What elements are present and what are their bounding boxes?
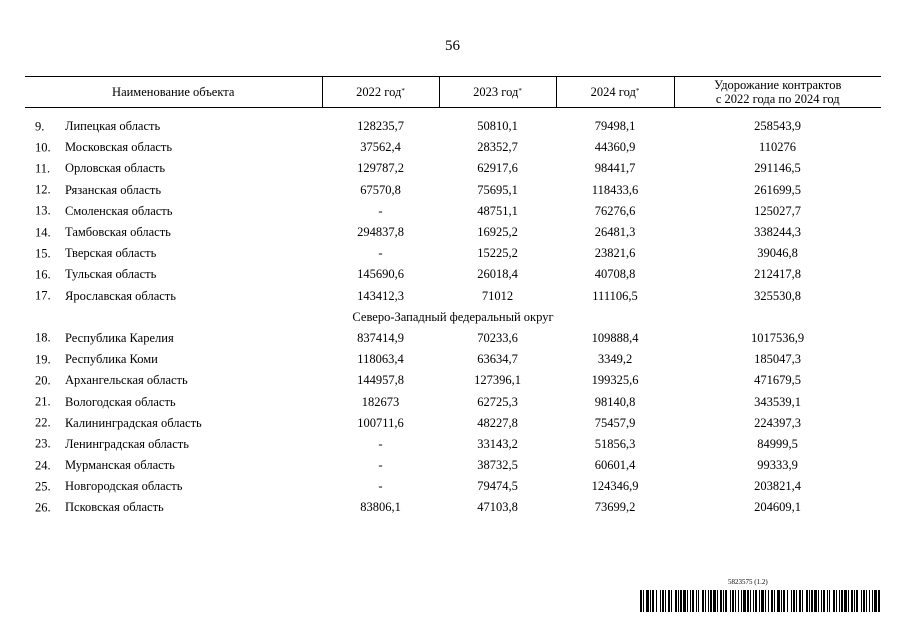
cell-increase: 224397,3	[754, 415, 801, 430]
cell-region	[25, 222, 322, 243]
header-2022: 2022 год*	[322, 77, 439, 108]
cell-increase: 471679,5	[754, 373, 801, 388]
row-number: 23.	[35, 436, 51, 451]
cell-increase: 185047,3	[754, 352, 801, 367]
row-number: 15.	[35, 246, 51, 261]
cell-y2022: 100711,6	[357, 415, 404, 430]
region-name: Республика Карелия	[65, 330, 174, 345]
cell-y2023: 38732,5	[477, 458, 518, 473]
cell-y2024: 111106,5	[592, 288, 638, 303]
cell-y2022: 144957,8	[357, 373, 404, 388]
region-name: Ярославская область	[65, 288, 176, 303]
region-name: Смоленская область	[65, 203, 173, 218]
cell-y2023: 47103,8	[477, 500, 518, 515]
cell-region	[25, 286, 322, 307]
cell-y2023: 75695,1	[477, 182, 518, 197]
cell-increase: 1017536,9	[750, 330, 805, 345]
region-name: Калининградская область	[65, 415, 202, 430]
cell-y2024: 199325,6	[591, 373, 639, 388]
table-row	[25, 243, 881, 264]
row-number: 22.	[35, 415, 51, 430]
cell-region	[25, 264, 322, 285]
cell-y2024: 118433,6	[591, 182, 639, 197]
header-2023: 2023 год*	[439, 77, 556, 108]
cell-region	[25, 243, 322, 264]
cell-y2024: 79498,1	[594, 119, 636, 134]
region-name: Тверская область	[65, 246, 157, 261]
cell-y2023: 62917,6	[477, 161, 518, 176]
cell-region	[25, 497, 322, 518]
cell-y2023: 48751,1	[477, 203, 518, 218]
cell-region	[25, 108, 322, 138]
cell-y2023: 62725,3	[477, 394, 518, 409]
region-name: Архангельская область	[65, 373, 188, 388]
row-number: 9.	[35, 119, 45, 134]
cell-y2024: 98140,8	[594, 394, 636, 409]
region-name: Вологодская область	[65, 394, 176, 409]
barcode-image	[640, 590, 880, 612]
region-name: Орловская область	[65, 161, 166, 176]
cell-increase: 39046,8	[757, 246, 798, 261]
cell-y2022: -	[378, 436, 383, 451]
table-row	[25, 201, 881, 222]
cell-y2023: 48227,8	[477, 415, 518, 430]
table-row	[25, 180, 881, 201]
table-row	[25, 286, 881, 307]
cell-y2024: 3349,2	[597, 352, 633, 367]
table-row	[25, 108, 881, 138]
row-number: 20.	[35, 373, 51, 388]
region-name: Рязанская область	[65, 182, 162, 197]
cell-y2023: 79474,5	[477, 479, 518, 494]
cell-y2024: 60601,4	[594, 458, 636, 473]
page-number: 56	[445, 38, 460, 54]
cell-increase: 325530,8	[754, 288, 801, 303]
cell-increase: 203821,4	[754, 479, 801, 494]
cell-region	[25, 349, 322, 370]
header-increase: Удорожание контрактов с 2022 года по 2024 год	[674, 77, 881, 108]
cell-region	[25, 137, 322, 158]
cell-region	[25, 455, 322, 476]
region-name: Ленинградская область	[65, 436, 189, 451]
cell-increase: 212417,8	[754, 267, 801, 282]
region-name: Псковская область	[65, 500, 164, 515]
group-heading-row	[25, 307, 881, 328]
cell-region	[25, 328, 322, 349]
cell-y2022: 143412,3	[357, 288, 404, 303]
cell-region	[25, 201, 322, 222]
cell-y2023: 70233,6	[477, 330, 518, 345]
data-table	[25, 76, 881, 519]
cell-y2022: -	[378, 246, 383, 261]
footnote-mark: *	[401, 87, 405, 95]
table-row	[25, 391, 881, 412]
table-row	[25, 264, 881, 285]
cell-increase: 84999,5	[757, 436, 798, 451]
cell-y2024: 98441,7	[594, 161, 636, 176]
table-row	[25, 222, 881, 243]
cell-y2023: 28352,7	[477, 140, 518, 155]
cell-increase: 110276	[758, 140, 797, 155]
cell-y2022: 294837,8	[357, 225, 404, 240]
cell-y2024: 26481,3	[594, 225, 636, 240]
cell-y2022: -	[378, 479, 383, 494]
table-row	[25, 370, 881, 391]
cell-y2022: 145690,6	[357, 267, 404, 282]
cell-y2023: 16925,2	[477, 225, 518, 240]
cell-y2023: 127396,1	[474, 373, 521, 388]
row-number: 13.	[35, 203, 51, 218]
region-name: Новгородская область	[65, 479, 183, 494]
row-number: 18.	[35, 330, 51, 345]
row-number: 14.	[35, 225, 51, 240]
cell-y2022: 83806,1	[360, 500, 401, 515]
group-heading: Северо-Западный федеральный округ	[352, 309, 554, 324]
cell-y2022: 182673	[361, 394, 400, 409]
cell-y2024: 124346,9	[591, 479, 639, 494]
table-row	[25, 137, 881, 158]
cell-region	[25, 158, 322, 179]
cell-y2024: 23821,6	[594, 246, 636, 261]
cell-region	[25, 180, 322, 201]
region-name: Липецкая область	[65, 119, 161, 134]
cell-y2022: 837414,9	[357, 330, 404, 345]
region-name: Московская область	[65, 140, 173, 155]
cell-y2022: -	[378, 203, 383, 218]
row-number: 26.	[35, 500, 51, 515]
cell-y2023: 50810,1	[477, 119, 518, 134]
table-row	[25, 158, 881, 179]
region-name: Тамбовская область	[65, 225, 171, 240]
row-number: 21.	[35, 394, 51, 409]
header-name: Наименование объекта	[25, 77, 322, 108]
row-number: 19.	[35, 352, 51, 367]
row-number: 11.	[35, 161, 51, 176]
row-number: 16.	[35, 267, 51, 282]
cell-region	[25, 476, 322, 497]
cell-y2024: 75457,9	[594, 415, 636, 430]
cell-y2023: 71012	[481, 288, 514, 303]
cell-region	[25, 370, 322, 391]
cell-y2023: 63634,7	[477, 352, 518, 367]
cell-region	[25, 413, 322, 434]
table-row	[25, 455, 881, 476]
cell-increase: 125027,7	[754, 203, 801, 218]
cell-y2022: -	[378, 458, 383, 473]
cell-y2024: 40708,8	[594, 267, 636, 282]
row-number: 10.	[35, 140, 51, 155]
cell-y2022: 128235,7	[357, 119, 404, 134]
row-number: 25.	[35, 479, 51, 494]
cell-increase: 291146,5	[754, 161, 801, 176]
cell-y2023: 26018,4	[477, 267, 518, 282]
cell-increase: 343539,1	[754, 394, 801, 409]
table-header-row	[25, 77, 881, 108]
region-name: Тульская область	[65, 267, 157, 282]
table-row	[25, 476, 881, 497]
table-row	[25, 434, 881, 455]
cell-increase: 261699,5	[754, 182, 801, 197]
cell-increase: 338244,3	[754, 225, 801, 240]
cell-y2024: 44360,9	[594, 140, 636, 155]
cell-region	[25, 434, 322, 455]
table-row	[25, 349, 881, 370]
cell-y2022: 67570,8	[360, 182, 401, 197]
cell-y2024: 51856,3	[594, 436, 636, 451]
cell-y2024: 73699,2	[594, 500, 636, 515]
cell-y2022: 129787,2	[357, 161, 404, 176]
cell-increase: 204609,1	[754, 500, 801, 515]
cell-y2023: 33143,2	[477, 436, 518, 451]
row-number: 24.	[35, 458, 51, 473]
region-name: Мурманская область	[65, 458, 175, 473]
table-row	[25, 328, 881, 349]
table-row	[25, 413, 881, 434]
row-number: 17.	[35, 288, 51, 303]
footnote-mark: *	[635, 87, 640, 95]
barcode-text: 5823575 (1.2)	[728, 578, 768, 586]
footnote-mark: *	[518, 87, 522, 95]
cell-increase: 258543,9	[754, 119, 801, 134]
cell-y2022: 118063,4	[357, 352, 404, 367]
cell-y2023: 15225,2	[477, 246, 518, 261]
cell-y2024: 109888,4	[591, 330, 639, 345]
cell-region	[25, 391, 322, 412]
table-row	[25, 497, 881, 518]
cell-increase: 99333,9	[757, 458, 798, 473]
cell-y2024: 76276,6	[594, 203, 636, 218]
region-name: Республика Коми	[65, 352, 158, 367]
header-2024: 2024 год*	[556, 77, 674, 108]
cell-y2022: 37562,4	[360, 140, 401, 155]
row-number: 12.	[35, 182, 51, 197]
